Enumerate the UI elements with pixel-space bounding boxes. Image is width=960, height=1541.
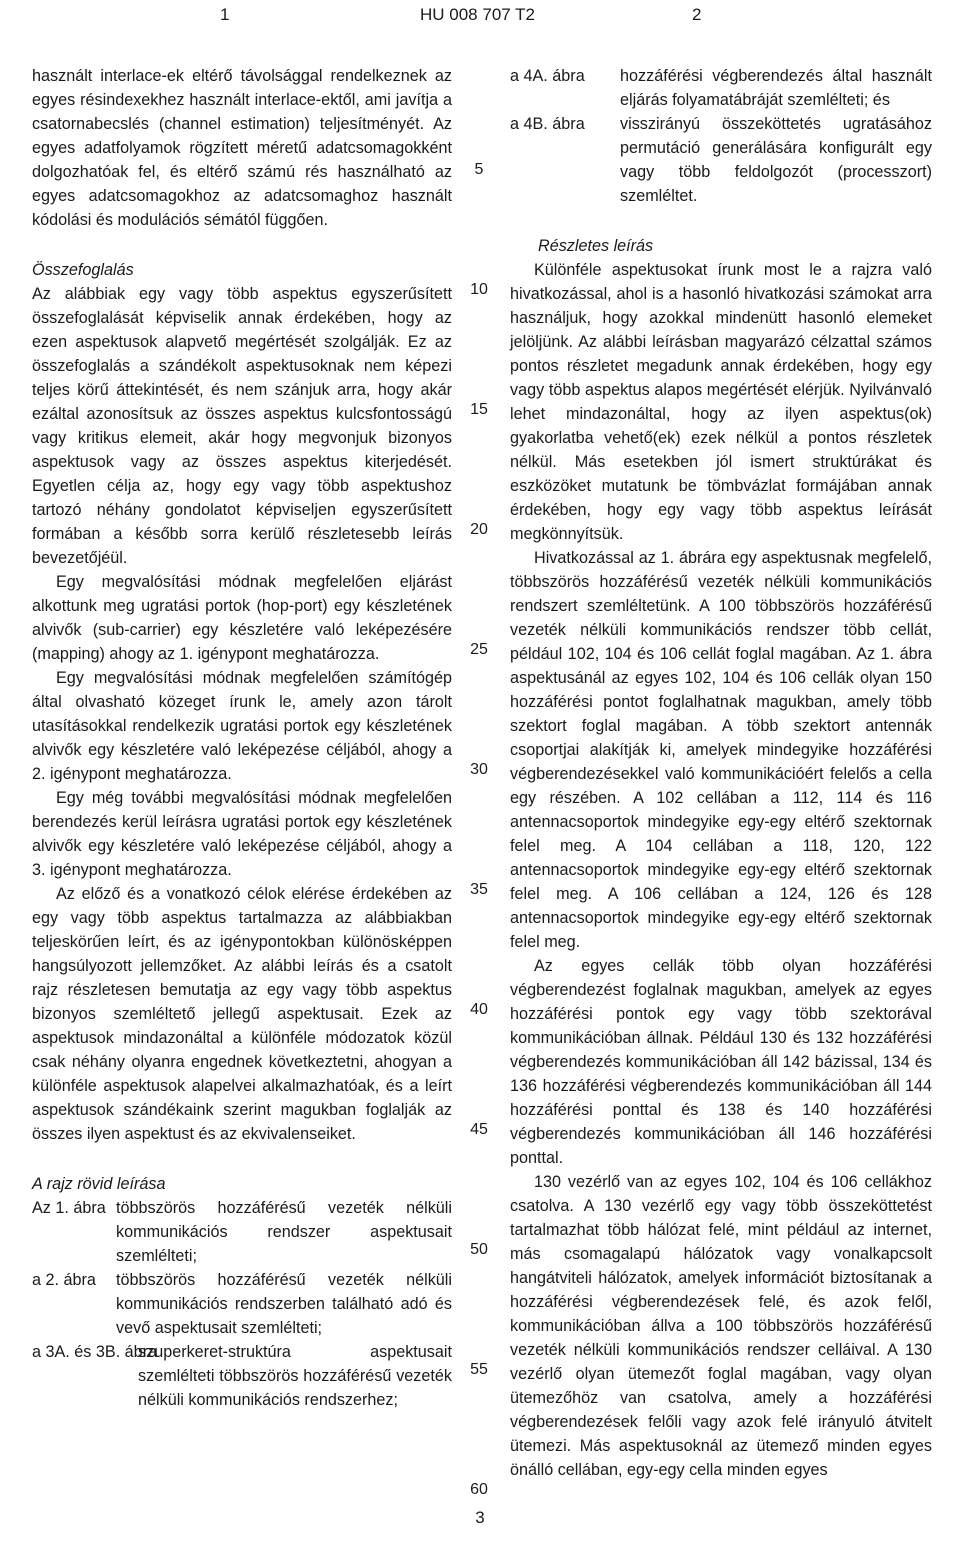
figure-label: a 3A. és 3B. ábra [32, 1343, 158, 1361]
line-number: 25 [470, 641, 488, 658]
right-column [510, 64, 932, 1482]
summary-paragraph-3: Egy megvalósítási módnak megfelelően számítógép által olvasható közeget írunk le, amely azon tárolt utasításokkal rendelkezik ugratási portok egy készletének alvivők egy készletére való leképezése céljából, ahogy a 2. igénypont meghatározza. [32, 669, 452, 783]
line-number: 40 [470, 1001, 488, 1018]
intro-paragraph: használt interlace-ek eltérő távolsággal rendelkeznek az egyes résindexekhez használt interlace-ektől, ami javítja a csatornabecslés (channel estimation) teljesítményét. Az egyes adatfolyamok rögzített méretű adatcsomagokként dolgozhatóak fel, és eltérő számú rés használható az egyes adatcsomagokhoz az adatcsomaghoz használt kódolási és modulációs sémától függően. [32, 67, 452, 229]
summary-paragraph-5: Az előző és a vonatkozó célok elérése érdekében az egy vagy több aspektus tartalmazza az alábbiakban teljeskörűen leírt, és az igénypontokban különösképpen hangsúlyozott jellemzőket. Az alábbi leírás és a csatolt rajz részletesen bemutatja az egy vagy több aspektus bizonyos szemléltető jellegű aspektusait. Ezek az aspektusok mindazonáltal a különféle módozatok közül csak néhány olyanra engednek következtetni, ahogyan a különféle aspektusok alapelvei alkalmazhatóak, és a leírt aspektusok szándékaink szerint magukban foglalják az összes ilyen aspektust és az ekvivalenseiket. [32, 885, 452, 1143]
header-right-number: 2 [692, 5, 702, 24]
page-header [0, 2, 960, 30]
line-number: 5 [474, 161, 484, 178]
figure-description: visszirányú összeköttetés ugratásához permutáció generálására konfigurált egy vagy több feldolgozót (processzort) szemléltet. [620, 115, 932, 205]
detail-paragraph-3: Az egyes cellák több olyan hozzáférési végberendezést foglalnak magukban, amelyek az egyes hozzáférési pontok egy vagy több szektorával kommunikációban állnak. Például 130 és 132 hozzáférési végberendezés kommunikációban áll 142 bázissal, 134 és 136 hozzáférési végberendezés kommunikációban áll 144 hozzáférési ponttal és 138 és 140 hozzáférési végberendezés kommunikációban áll 146 hozzáférési ponttal. [510, 957, 932, 1167]
summary-paragraph-1: Az alábbiak egy vagy több aspektus egyszerűsített összefoglalását képviselik annak érdekében, hogy az ezen aspektusok alapvető megértését szolgálják. Ez az összefoglalás a szándékolt aspektusoknak nem képezi teljes körű áttekintését, és nem szánjuk arra, hogy akár ezáltal azonosítsuk az összes aspektus kulcsfontosságú vagy kritikus elemeit, akár hogy megvonjuk bizonyos aspektusok vagy az összes aspektus kiterjedését. Egyetlen célja az, hogy egy vagy több aspektushoz tartozó néhány gondolatot képviseljen egyszerűsített formában a később sorra kerülő részletesebb leírás bevezetőjéül. [32, 285, 452, 567]
summary-paragraph-2: Egy megvalósítási módnak megfelelően eljárást alkottunk meg ugratási portok (hop-port) egy készletének alvivők (sub-carrier) egy készletére való leképezésére (mapping) ahogy az 1. igénypont meghatározza. [32, 573, 452, 663]
figure-description: szuperkeret-struktúra aspektusait szemlélteti többszörös hozzáférésű vezeték nélküli kommunikációs rendszerhez; [138, 1343, 452, 1409]
figure-item-2 [32, 1268, 452, 1340]
detail-heading: Részletes leírás [538, 237, 654, 255]
figure-label: Az 1. ábra [32, 1199, 106, 1217]
line-number: 20 [470, 521, 488, 538]
figure-item-4a [510, 64, 932, 112]
line-number: 35 [470, 881, 488, 898]
figure-item-1 [32, 1196, 452, 1268]
figure-label: a 4A. ábra [510, 67, 585, 85]
figure-item-4b [510, 112, 932, 208]
line-number: 45 [470, 1121, 488, 1138]
line-number: 55 [470, 1361, 488, 1378]
line-number: 10 [470, 281, 488, 298]
page-number: 3 [475, 1508, 485, 1527]
figure-label: a 4B. ábra [510, 115, 585, 133]
summary-paragraph-4: Egy még további megvalósítási módnak megfelelően berendezés kerül leírásra ugratási portok egy készletének alvivők egy készletére való leképezése céljából, ahogy a 3. igénypont meghatározza. [32, 789, 452, 879]
detail-paragraph-4: 130 vezérlő van az egyes 102, 104 és 106 cellákhoz csatolva. A 130 vezérlő egy vagy több összeköttetést tartalmazhat több hálózat felé, mint például az internet, más csomagalapú hálózatok vagy vonalkapcsolt hangátviteli hálózatok, amelyek információt biztosítanak a hozzáférési végberendezések felé, és azok felől, kommunikációban állva a 100 többszörös hozzáférésű vezeték nélküli kommunikációs rendszer celláival. A 130 vezérlő olyan ütemezőt foglal magában, vagy olyan ütemezőhöz van csatolva, amely a hozzáférési végberendezések felőli vagy azok felé irányuló átvitelt ütemezi. Más aspektusoknál az ütemező minden egyes önálló cellában, egy-egy cella minden egyes [510, 1173, 932, 1479]
header-left-number: 1 [220, 5, 230, 24]
figure-description: többszörös hozzáférésű vezeték nélküli kommunikációs rendszerben található adó és vevő aspektusait szemlélteti; [116, 1271, 452, 1337]
figure-label: a 2. ábra [32, 1271, 96, 1289]
detail-paragraph-2: Hivatkozással az 1. ábrára egy aspektusnak megfelelő, többszörös hozzáférésű vezeték nélküli kommunikációs rendszert szemléltetünk. A 100 többszörös hozzáférésű vezeték nélküli kommunikációs rendszer több cellát, például 102, 104 és 106 cellát foglal magában. Az 1. ábra aspektusánál az egyes 102, 104 és 106 cellák olyan 150 hozzáférési pontot foglalhatnak magukban, amely több szektort foglal magában. A több szektort antennák csoportjai alakítják ki, amelyek mindegyike hozzáférési végberendezésekkel való kommunikációért felelős a cella egy részében. A 102 cellában a 112, 114 és 116 antennacsoportok mindegyike egy-egy eltérő szektornak felel meg. A 104 cellában a 118, 120, 122 antennacsoportok mindegyike egy-egy eltérő szektornak felel meg. A 106 cellában a 124, 126 és 128 antennacsoportok mindegyike egy-egy eltérő szektornak felel meg. [510, 549, 932, 951]
figure-item-3 [32, 1340, 452, 1412]
line-number: 15 [470, 401, 488, 418]
figure-description: többszörös hozzáférésű vezeték nélküli kommunikációs rendszer aspektusait szemlélteti; [116, 1199, 452, 1265]
left-column [32, 64, 452, 1412]
drawing-heading: A rajz rövid leírása [32, 1175, 166, 1193]
detail-paragraph-1: Különféle aspektusokat írunk most le a rajzra való hivatkozással, ahol is a hasonló hivatkozási számokat arra használjuk, hogy azokkal mindenütt hasonló elemeket jelöljünk. Az alábbi leírásban magyarázó célzattal számos pontos részletet megadunk annak érdekében, hogy egy vagy több aspektus alapos megértését elérjük. Nyilvánvaló lehet mindazonáltal, hogy az ilyen aspektus(ok) gyakorlatba vehető(ek) ezek nélkül a pontos részletek nélkül. Más esetekben jól ismert struktúrákat és eszközöket mutatunk be tömbvázlat formájában annak érdekében, hogy egy vagy több aspektus leírását megkönnyítsük. [510, 261, 932, 543]
line-number: 50 [470, 1241, 488, 1258]
summary-heading: Összefoglalás [32, 261, 134, 279]
line-number: 30 [470, 761, 488, 778]
patent-number: HU 008 707 T2 [420, 5, 535, 24]
line-number: 60 [470, 1481, 488, 1498]
figure-description: hozzáférési végberendezés által használt eljárás folyamatábráját szemlélteti; és [620, 67, 932, 109]
